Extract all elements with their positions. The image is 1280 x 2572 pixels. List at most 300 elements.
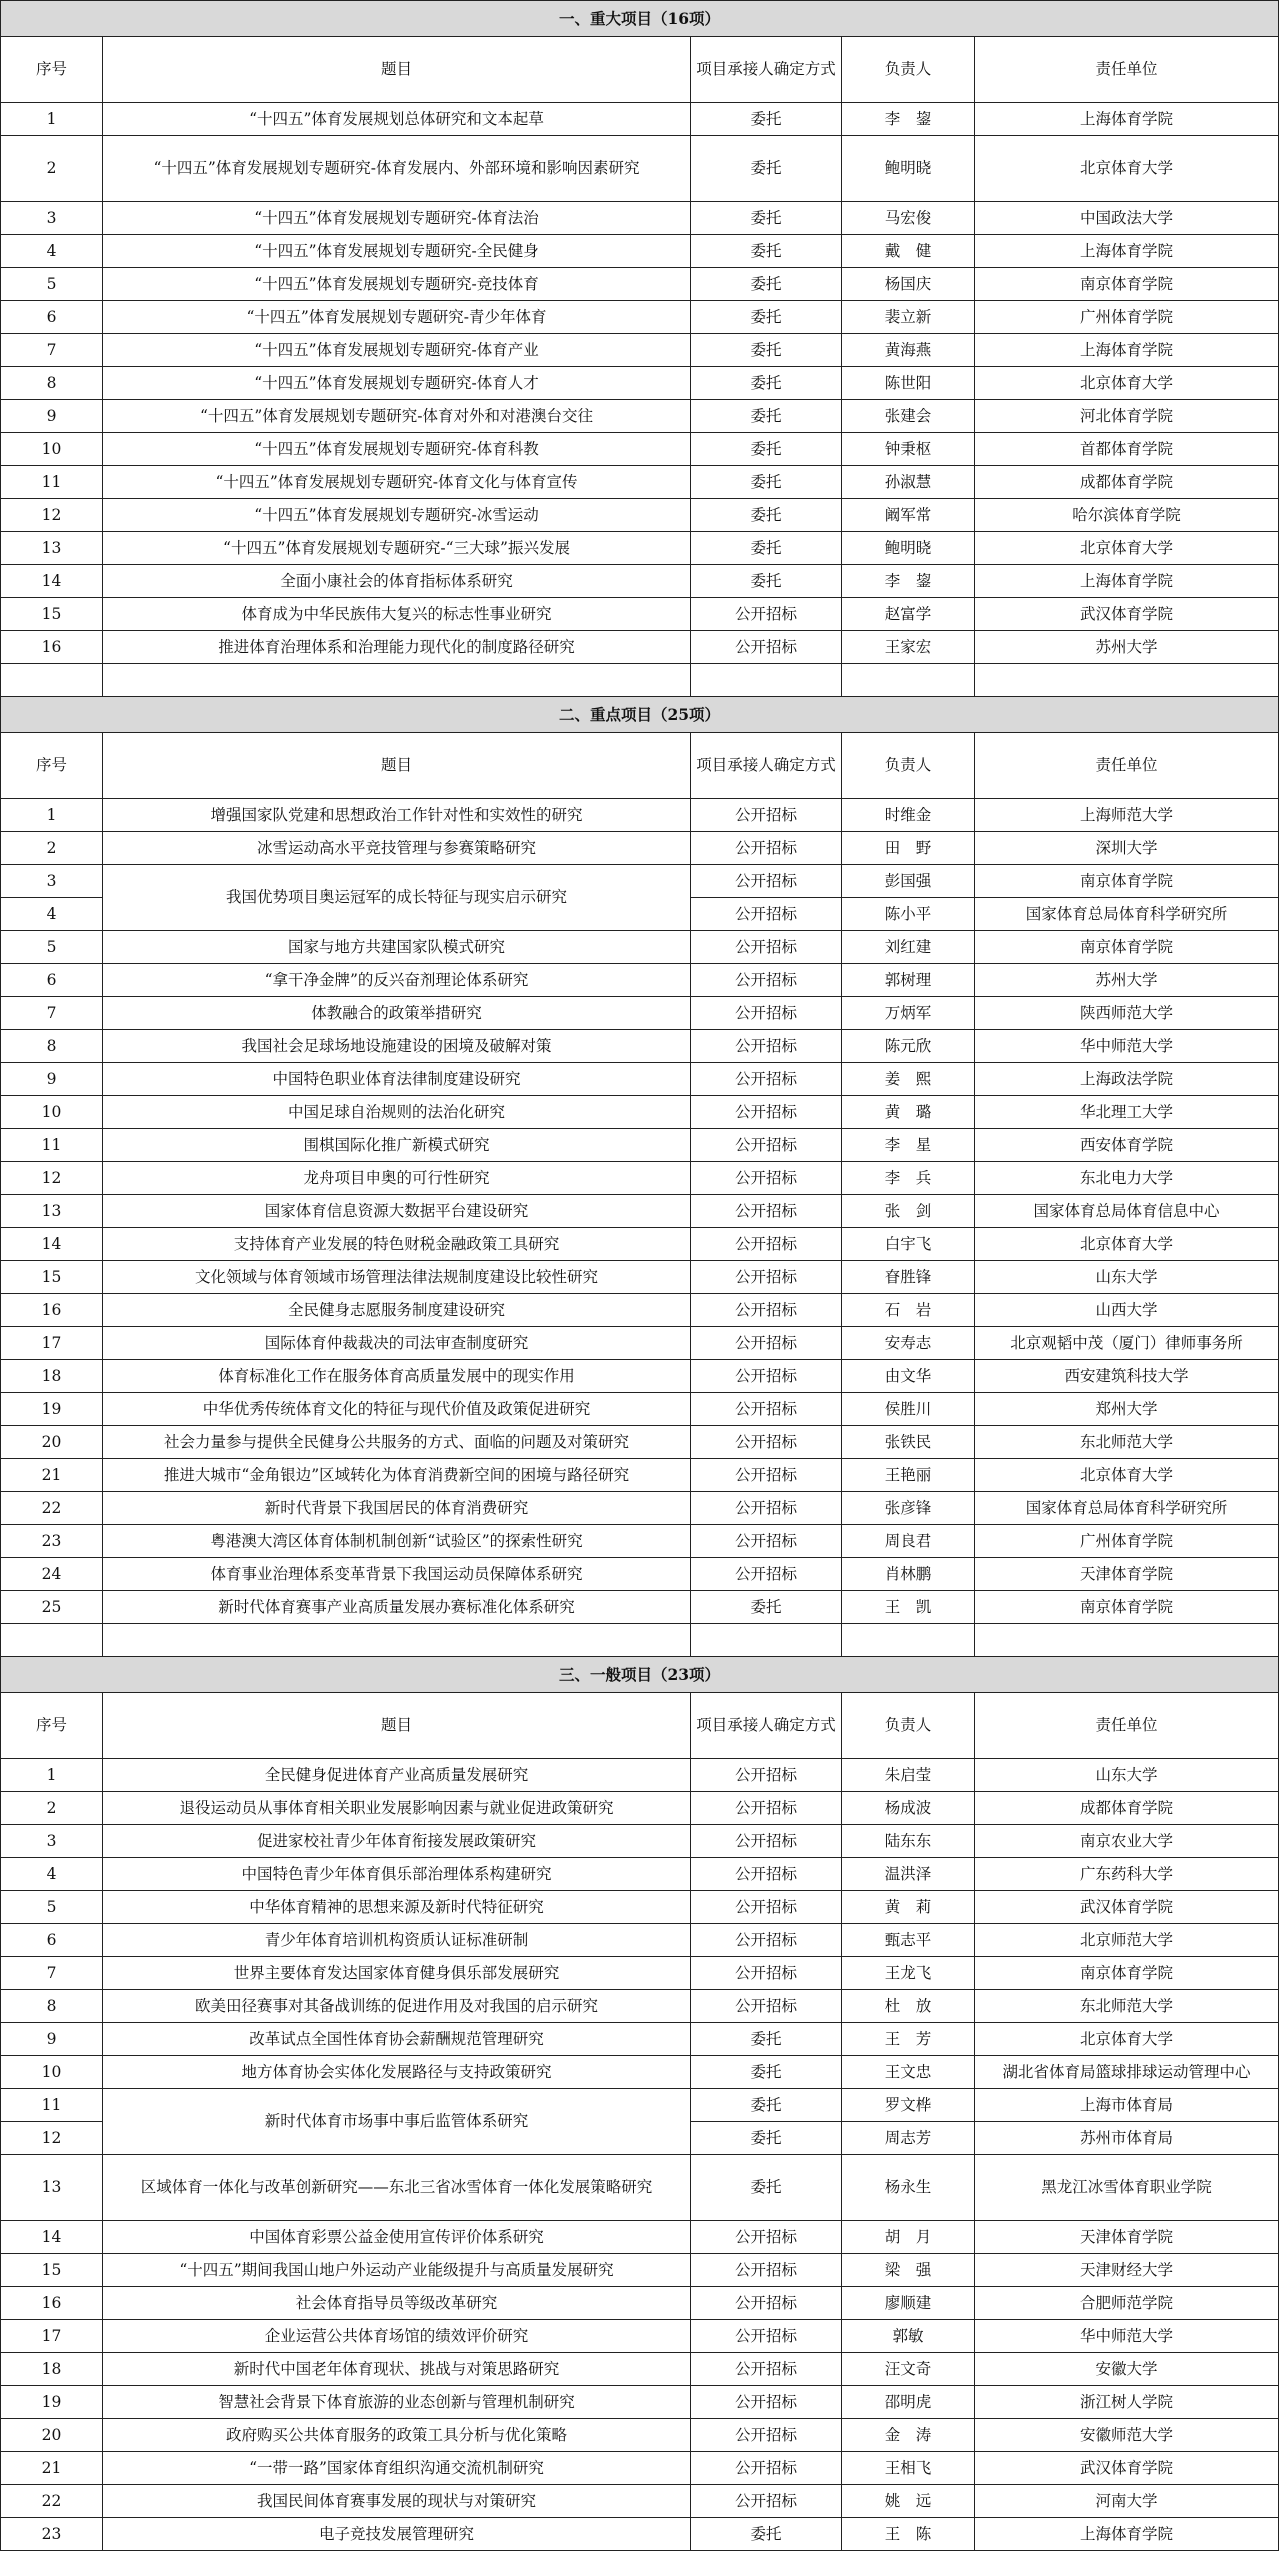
cell-method: 公开招标 xyxy=(691,1990,842,2023)
cell-method: 委托 xyxy=(691,400,842,433)
cell-leader: 陈小平 xyxy=(842,898,975,931)
section-title-row xyxy=(1,1,1279,37)
cell-no: 11 xyxy=(1,1129,103,1162)
table-row xyxy=(1,931,1279,964)
table-row xyxy=(1,1591,1279,1624)
cell-title: 退役运动员从事体育相关职业发展影响因素与就业促进政策研究 xyxy=(103,1792,691,1825)
cell-no: 5 xyxy=(1,268,103,301)
cell-title: 推进体育治理体系和治理能力现代化的制度路径研究 xyxy=(103,631,691,664)
table-row xyxy=(1,136,1279,202)
cell-no: 16 xyxy=(1,2287,103,2320)
cell-no: 18 xyxy=(1,1360,103,1393)
cell-no: 15 xyxy=(1,1261,103,1294)
cell-no: 22 xyxy=(1,2485,103,2518)
cell-no: 22 xyxy=(1,1492,103,1525)
cell-no: 3 xyxy=(1,865,103,898)
cell-method: 公开招标 xyxy=(691,1261,842,1294)
blank-cell xyxy=(842,1624,975,1657)
cell-no: 9 xyxy=(1,2023,103,2056)
cell-leader: 彭国强 xyxy=(842,865,975,898)
cell-method: 委托 xyxy=(691,301,842,334)
section-title-row xyxy=(1,697,1279,733)
cell-unit: 广州体育学院 xyxy=(975,301,1279,334)
cell-leader: 时维金 xyxy=(842,799,975,832)
cell-leader: 王家宏 xyxy=(842,631,975,664)
cell-unit: 西安建筑科技大学 xyxy=(975,1360,1279,1393)
cell-method: 公开招标 xyxy=(691,1792,842,1825)
cell-title: “十四五”体育发展规划专题研究-体育文化与体育宣传 xyxy=(103,466,691,499)
cell-no: 17 xyxy=(1,2320,103,2353)
cell-unit: 山西大学 xyxy=(975,1294,1279,1327)
cell-method: 公开招标 xyxy=(691,2386,842,2419)
cell-no: 20 xyxy=(1,1426,103,1459)
cell-unit: 南京体育学院 xyxy=(975,1957,1279,1990)
section-title: 三、一般项目（23项） xyxy=(1,1657,1279,1693)
cell-no: 14 xyxy=(1,565,103,598)
cell-leader: 侯胜川 xyxy=(842,1393,975,1426)
cell-no: 15 xyxy=(1,598,103,631)
cell-unit: 深圳大学 xyxy=(975,832,1279,865)
cell-method: 公开招标 xyxy=(691,865,842,898)
table-row xyxy=(1,499,1279,532)
header-row xyxy=(1,733,1279,799)
cell-method: 公开招标 xyxy=(691,1063,842,1096)
cell-no: 4 xyxy=(1,1858,103,1891)
cell-title: 国际体育仲裁裁决的司法审查制度研究 xyxy=(103,1327,691,1360)
table-row xyxy=(1,466,1279,499)
cell-unit: 北京观韬中茂（厦门）律师事务所 xyxy=(975,1327,1279,1360)
cell-no: 24 xyxy=(1,1558,103,1591)
cell-unit: 南京体育学院 xyxy=(975,268,1279,301)
cell-no: 17 xyxy=(1,1327,103,1360)
header-method: 项目承接人确定方式 xyxy=(691,1693,842,1759)
cell-method: 公开招标 xyxy=(691,1825,842,1858)
cell-leader: 李 鋆 xyxy=(842,103,975,136)
table-row xyxy=(1,1195,1279,1228)
header-title: 题目 xyxy=(103,1693,691,1759)
cell-leader: 安寿志 xyxy=(842,1327,975,1360)
cell-title: “十四五”体育发展规划专题研究-体育人才 xyxy=(103,367,691,400)
cell-method: 公开招标 xyxy=(691,1096,842,1129)
cell-unit: 首都体育学院 xyxy=(975,433,1279,466)
header-no: 序号 xyxy=(1,733,103,799)
cell-leader: 陈世阳 xyxy=(842,367,975,400)
cell-no: 7 xyxy=(1,334,103,367)
cell-unit: 南京体育学院 xyxy=(975,1591,1279,1624)
cell-method: 公开招标 xyxy=(691,1228,842,1261)
cell-unit: 国家体育总局体育科学研究所 xyxy=(975,1492,1279,1525)
cell-title: 我国民间体育赛事发展的现状与对策研究 xyxy=(103,2485,691,2518)
table-row xyxy=(1,1360,1279,1393)
cell-no: 18 xyxy=(1,2353,103,2386)
header-row xyxy=(1,1693,1279,1759)
table-row xyxy=(1,235,1279,268)
cell-unit: 上海市体育局 xyxy=(975,2089,1279,2122)
cell-unit: 武汉体育学院 xyxy=(975,2452,1279,2485)
cell-no: 13 xyxy=(1,1195,103,1228)
table-row xyxy=(1,1162,1279,1195)
cell-title: 文化领域与体育领域市场管理法律法规制度建设比较性研究 xyxy=(103,1261,691,1294)
cell-method: 公开招标 xyxy=(691,1858,842,1891)
cell-unit: 山东大学 xyxy=(975,1261,1279,1294)
cell-unit: 黑龙江冰雪体育职业学院 xyxy=(975,2155,1279,2221)
cell-method: 公开招标 xyxy=(691,1957,842,1990)
cell-no: 2 xyxy=(1,136,103,202)
cell-leader: 金 涛 xyxy=(842,2419,975,2452)
cell-unit: 广州体育学院 xyxy=(975,1525,1279,1558)
cell-method: 公开招标 xyxy=(691,1393,842,1426)
cell-title: 电子竞技发展管理研究 xyxy=(103,2518,691,2551)
cell-unit: 上海体育学院 xyxy=(975,2518,1279,2551)
table-row xyxy=(1,202,1279,235)
cell-unit: 上海体育学院 xyxy=(975,565,1279,598)
cell-no: 23 xyxy=(1,1525,103,1558)
cell-unit: 东北师范大学 xyxy=(975,1426,1279,1459)
cell-unit: 成都体育学院 xyxy=(975,1792,1279,1825)
cell-leader: 黄 莉 xyxy=(842,1891,975,1924)
header-unit: 责任单位 xyxy=(975,733,1279,799)
blank-cell xyxy=(842,664,975,697)
cell-unit: 浙江树人学院 xyxy=(975,2386,1279,2419)
cell-leader: 王艳丽 xyxy=(842,1459,975,1492)
table-row xyxy=(1,1990,1279,2023)
cell-no: 9 xyxy=(1,1063,103,1096)
cell-method: 公开招标 xyxy=(691,1030,842,1063)
cell-title: 全民健身促进体育产业高质量发展研究 xyxy=(103,1759,691,1792)
cell-method: 公开招标 xyxy=(691,1459,842,1492)
table-row xyxy=(1,532,1279,565)
cell-method: 委托 xyxy=(691,2518,842,2551)
cell-unit: 上海师范大学 xyxy=(975,799,1279,832)
header-title: 题目 xyxy=(103,733,691,799)
cell-leader: 甄志平 xyxy=(842,1924,975,1957)
cell-no: 4 xyxy=(1,898,103,931)
cell-leader: 肖林鹏 xyxy=(842,1558,975,1591)
cell-title: 社会体育指导员等级改革研究 xyxy=(103,2287,691,2320)
cell-method: 公开招标 xyxy=(691,2320,842,2353)
blank-cell xyxy=(1,664,103,697)
cell-method: 公开招标 xyxy=(691,2221,842,2254)
cell-method: 委托 xyxy=(691,532,842,565)
header-method: 项目承接人确定方式 xyxy=(691,37,842,103)
blank-cell xyxy=(691,1624,842,1657)
cell-no: 15 xyxy=(1,2254,103,2287)
cell-title: 改革试点全国性体育协会薪酬规范管理研究 xyxy=(103,2023,691,2056)
cell-leader: 鲍明晓 xyxy=(842,136,975,202)
table-row xyxy=(1,2518,1279,2551)
table-row xyxy=(1,1294,1279,1327)
cell-leader: 杨国庆 xyxy=(842,268,975,301)
cell-unit: 广东药科大学 xyxy=(975,1858,1279,1891)
cell-no: 23 xyxy=(1,2518,103,2551)
cell-method: 委托 xyxy=(691,268,842,301)
cell-method: 委托 xyxy=(691,367,842,400)
cell-unit: 华北理工大学 xyxy=(975,1096,1279,1129)
cell-title: 国家与地方共建国家队模式研究 xyxy=(103,931,691,964)
cell-unit: 上海体育学院 xyxy=(975,334,1279,367)
table-row xyxy=(1,103,1279,136)
cell-method: 委托 xyxy=(691,433,842,466)
section-title: 二、重点项目（25项） xyxy=(1,697,1279,733)
cell-unit: 苏州市体育局 xyxy=(975,2122,1279,2155)
blank-cell xyxy=(691,664,842,697)
cell-title: 促进家校社青少年体育衔接发展政策研究 xyxy=(103,1825,691,1858)
cell-leader: 石 岩 xyxy=(842,1294,975,1327)
table-row xyxy=(1,2254,1279,2287)
cell-leader: 鲍明晓 xyxy=(842,532,975,565)
cell-leader: 陆东东 xyxy=(842,1825,975,1858)
cell-title: 世界主要体育发达国家体育健身俱乐部发展研究 xyxy=(103,1957,691,1990)
cell-title: 体教融合的政策举措研究 xyxy=(103,997,691,1030)
cell-leader: 廖顺建 xyxy=(842,2287,975,2320)
cell-leader: 杨成波 xyxy=(842,1792,975,1825)
cell-method: 委托 xyxy=(691,103,842,136)
header-unit: 责任单位 xyxy=(975,37,1279,103)
table-row xyxy=(1,301,1279,334)
table-row xyxy=(1,1261,1279,1294)
cell-title: “一带一路”国家体育组织沟通交流机制研究 xyxy=(103,2452,691,2485)
cell-method: 公开招标 xyxy=(691,1558,842,1591)
cell-method: 委托 xyxy=(691,499,842,532)
cell-unit: 北京体育大学 xyxy=(975,1228,1279,1261)
cell-no: 1 xyxy=(1,103,103,136)
cell-method: 委托 xyxy=(691,334,842,367)
cell-method: 公开招标 xyxy=(691,931,842,964)
cell-leader: 黄 璐 xyxy=(842,1096,975,1129)
cell-title: 中国特色青少年体育俱乐部治理体系构建研究 xyxy=(103,1858,691,1891)
cell-method: 公开招标 xyxy=(691,2353,842,2386)
header-method: 项目承接人确定方式 xyxy=(691,733,842,799)
cell-leader: 张彦锋 xyxy=(842,1492,975,1525)
cell-unit: 上海体育学院 xyxy=(975,103,1279,136)
table-row xyxy=(1,1525,1279,1558)
blank-cell xyxy=(103,664,691,697)
table-row xyxy=(1,964,1279,997)
table-row xyxy=(1,598,1279,631)
cell-title: “十四五”体育发展规划专题研究-体育对外和对港澳台交往 xyxy=(103,400,691,433)
cell-no: 1 xyxy=(1,799,103,832)
cell-no: 7 xyxy=(1,1957,103,1990)
cell-leader: 白宇飞 xyxy=(842,1228,975,1261)
table-row xyxy=(1,433,1279,466)
cell-title: 推进大城市“金角银边”区域转化为体育消费新空间的困境与路径研究 xyxy=(103,1459,691,1492)
cell-method: 公开招标 xyxy=(691,2254,842,2287)
table-row xyxy=(1,2023,1279,2056)
cell-no: 16 xyxy=(1,631,103,664)
cell-no: 4 xyxy=(1,235,103,268)
cell-title: “拿干净金牌”的反兴奋剂理论体系研究 xyxy=(103,964,691,997)
cell-unit: 天津体育学院 xyxy=(975,2221,1279,2254)
cell-method: 委托 xyxy=(691,136,842,202)
cell-leader: 周良君 xyxy=(842,1525,975,1558)
cell-title: 龙舟项目申奥的可行性研究 xyxy=(103,1162,691,1195)
cell-unit: 南京体育学院 xyxy=(975,931,1279,964)
cell-leader: 刘红建 xyxy=(842,931,975,964)
cell-title: 社会力量参与提供全民健身公共服务的方式、面临的问题及对策研究 xyxy=(103,1426,691,1459)
cell-leader: 杨永生 xyxy=(842,2155,975,2221)
cell-title: 新时代体育市场事中事后监管体系研究 xyxy=(103,2089,691,2155)
cell-unit: 东北电力大学 xyxy=(975,1162,1279,1195)
cell-unit: 哈尔滨体育学院 xyxy=(975,499,1279,532)
table-row xyxy=(1,1825,1279,1858)
cell-leader: 李 鋆 xyxy=(842,565,975,598)
cell-no: 5 xyxy=(1,931,103,964)
cell-method: 公开招标 xyxy=(691,1162,842,1195)
cell-unit: 国家体育总局体育信息中心 xyxy=(975,1195,1279,1228)
cell-title: “十四五”体育发展规划专题研究-体育产业 xyxy=(103,334,691,367)
table-row xyxy=(1,1228,1279,1261)
cell-unit: 合肥师范学院 xyxy=(975,2287,1279,2320)
cell-title: 地方体育协会实体化发展路径与支持政策研究 xyxy=(103,2056,691,2089)
cell-method: 委托 xyxy=(691,202,842,235)
cell-leader: 梁 强 xyxy=(842,2254,975,2287)
cell-leader: 郭树理 xyxy=(842,964,975,997)
cell-method: 公开招标 xyxy=(691,1195,842,1228)
cell-title: “十四五”体育发展规划专题研究-竞技体育 xyxy=(103,268,691,301)
cell-unit: 中国政法大学 xyxy=(975,202,1279,235)
table-row xyxy=(1,334,1279,367)
table-row xyxy=(1,1327,1279,1360)
cell-unit: 山东大学 xyxy=(975,1759,1279,1792)
cell-leader: 马宏俊 xyxy=(842,202,975,235)
table-row xyxy=(1,400,1279,433)
header-no: 序号 xyxy=(1,37,103,103)
blank-cell xyxy=(1,1624,103,1657)
cell-method: 公开招标 xyxy=(691,2485,842,2518)
cell-unit: 安徽师范大学 xyxy=(975,2419,1279,2452)
cell-no: 20 xyxy=(1,2419,103,2452)
cell-title: “十四五”体育发展规划专题研究-体育发展内、外部环境和影响因素研究 xyxy=(103,136,691,202)
cell-method: 公开招标 xyxy=(691,1759,842,1792)
cell-leader: 王 陈 xyxy=(842,2518,975,2551)
cell-title: 中国特色职业体育法律制度建设研究 xyxy=(103,1063,691,1096)
cell-method: 公开招标 xyxy=(691,964,842,997)
cell-no: 16 xyxy=(1,1294,103,1327)
cell-leader: 张 剑 xyxy=(842,1195,975,1228)
cell-method: 公开招标 xyxy=(691,598,842,631)
cell-leader: 王 凯 xyxy=(842,1591,975,1624)
cell-no: 6 xyxy=(1,301,103,334)
table-row xyxy=(1,1426,1279,1459)
cell-unit: 河南大学 xyxy=(975,2485,1279,2518)
cell-title: 中华优秀传统体育文化的特征与现代价值及政策促进研究 xyxy=(103,1393,691,1426)
cell-no: 10 xyxy=(1,1096,103,1129)
cell-title: 我国优势项目奥运冠军的成长特征与现实启示研究 xyxy=(103,865,691,931)
table-row xyxy=(1,2056,1279,2089)
cell-title: 中华体育精神的思想来源及新时代特征研究 xyxy=(103,1891,691,1924)
table-row xyxy=(1,2287,1279,2320)
cell-title: 全面小康社会的体育指标体系研究 xyxy=(103,565,691,598)
cell-title: 支持体育产业发展的特色财税金融政策工具研究 xyxy=(103,1228,691,1261)
cell-unit: 上海体育学院 xyxy=(975,235,1279,268)
cell-leader: 眘胜锋 xyxy=(842,1261,975,1294)
cell-no: 1 xyxy=(1,1759,103,1792)
table-row xyxy=(1,1759,1279,1792)
cell-no: 8 xyxy=(1,1990,103,2023)
cell-title: “十四五”体育发展规划总体研究和文本起草 xyxy=(103,103,691,136)
table-row xyxy=(1,1858,1279,1891)
table-row xyxy=(1,997,1279,1030)
cell-no: 9 xyxy=(1,400,103,433)
cell-leader: 王相飞 xyxy=(842,2452,975,2485)
cell-method: 委托 xyxy=(691,235,842,268)
cell-method: 公开招标 xyxy=(691,799,842,832)
blank-cell xyxy=(975,1624,1279,1657)
cell-unit: 南京体育学院 xyxy=(975,865,1279,898)
cell-no: 12 xyxy=(1,2122,103,2155)
blank-row xyxy=(1,664,1279,697)
cell-leader: 陈元欣 xyxy=(842,1030,975,1063)
cell-method: 委托 xyxy=(691,2023,842,2056)
cell-no: 19 xyxy=(1,2386,103,2419)
table-row xyxy=(1,2089,1279,2122)
table-row xyxy=(1,631,1279,664)
cell-leader: 由文华 xyxy=(842,1360,975,1393)
cell-leader: 田 野 xyxy=(842,832,975,865)
cell-title: “十四五”体育发展规划专题研究-全民健身 xyxy=(103,235,691,268)
cell-leader: 阚军常 xyxy=(842,499,975,532)
table-row xyxy=(1,1957,1279,1990)
header-no: 序号 xyxy=(1,1693,103,1759)
cell-title: 全民健身志愿服务制度建设研究 xyxy=(103,1294,691,1327)
table-row xyxy=(1,1558,1279,1591)
cell-method: 公开招标 xyxy=(691,1891,842,1924)
header-unit: 责任单位 xyxy=(975,1693,1279,1759)
cell-method: 公开招标 xyxy=(691,1924,842,1957)
cell-method: 委托 xyxy=(691,1591,842,1624)
table-row xyxy=(1,2452,1279,2485)
cell-leader: 李 兵 xyxy=(842,1162,975,1195)
table-row xyxy=(1,2485,1279,2518)
cell-no: 13 xyxy=(1,532,103,565)
header-leader: 负责人 xyxy=(842,1693,975,1759)
cell-title: “十四五”期间我国山地户外运动产业能级提升与高质量发展研究 xyxy=(103,2254,691,2287)
blank-cell xyxy=(103,1624,691,1657)
cell-method: 公开招标 xyxy=(691,1426,842,1459)
table-row xyxy=(1,2386,1279,2419)
cell-leader: 姜 熙 xyxy=(842,1063,975,1096)
cell-unit: 北京体育大学 xyxy=(975,532,1279,565)
cell-unit: 苏州大学 xyxy=(975,964,1279,997)
cell-method: 委托 xyxy=(691,565,842,598)
cell-title: 围棋国际化推广新模式研究 xyxy=(103,1129,691,1162)
cell-unit: 陕西师范大学 xyxy=(975,997,1279,1030)
cell-unit: 西安体育学院 xyxy=(975,1129,1279,1162)
cell-no: 10 xyxy=(1,433,103,466)
cell-title: 增强国家队党建和思想政治工作针对性和实效性的研究 xyxy=(103,799,691,832)
cell-title: “十四五”体育发展规划专题研究-冰雪运动 xyxy=(103,499,691,532)
cell-unit: 南京农业大学 xyxy=(975,1825,1279,1858)
cell-no: 2 xyxy=(1,832,103,865)
cell-method: 公开招标 xyxy=(691,1129,842,1162)
cell-unit: 河北体育学院 xyxy=(975,400,1279,433)
cell-title: “十四五”体育发展规划专题研究-“三大球”振兴发展 xyxy=(103,532,691,565)
cell-leader: 胡 月 xyxy=(842,2221,975,2254)
cell-method: 公开招标 xyxy=(691,898,842,931)
cell-no: 7 xyxy=(1,997,103,1030)
cell-leader: 周志芳 xyxy=(842,2122,975,2155)
cell-no: 5 xyxy=(1,1891,103,1924)
cell-no: 12 xyxy=(1,499,103,532)
cell-title: “十四五”体育发展规划专题研究-体育法治 xyxy=(103,202,691,235)
cell-no: 21 xyxy=(1,1459,103,1492)
cell-unit: 湖北省体育局篮球排球运动管理中心 xyxy=(975,2056,1279,2089)
blank-cell xyxy=(975,664,1279,697)
cell-no: 2 xyxy=(1,1792,103,1825)
cell-method: 公开招标 xyxy=(691,832,842,865)
cell-unit: 北京体育大学 xyxy=(975,367,1279,400)
table-row xyxy=(1,2155,1279,2221)
